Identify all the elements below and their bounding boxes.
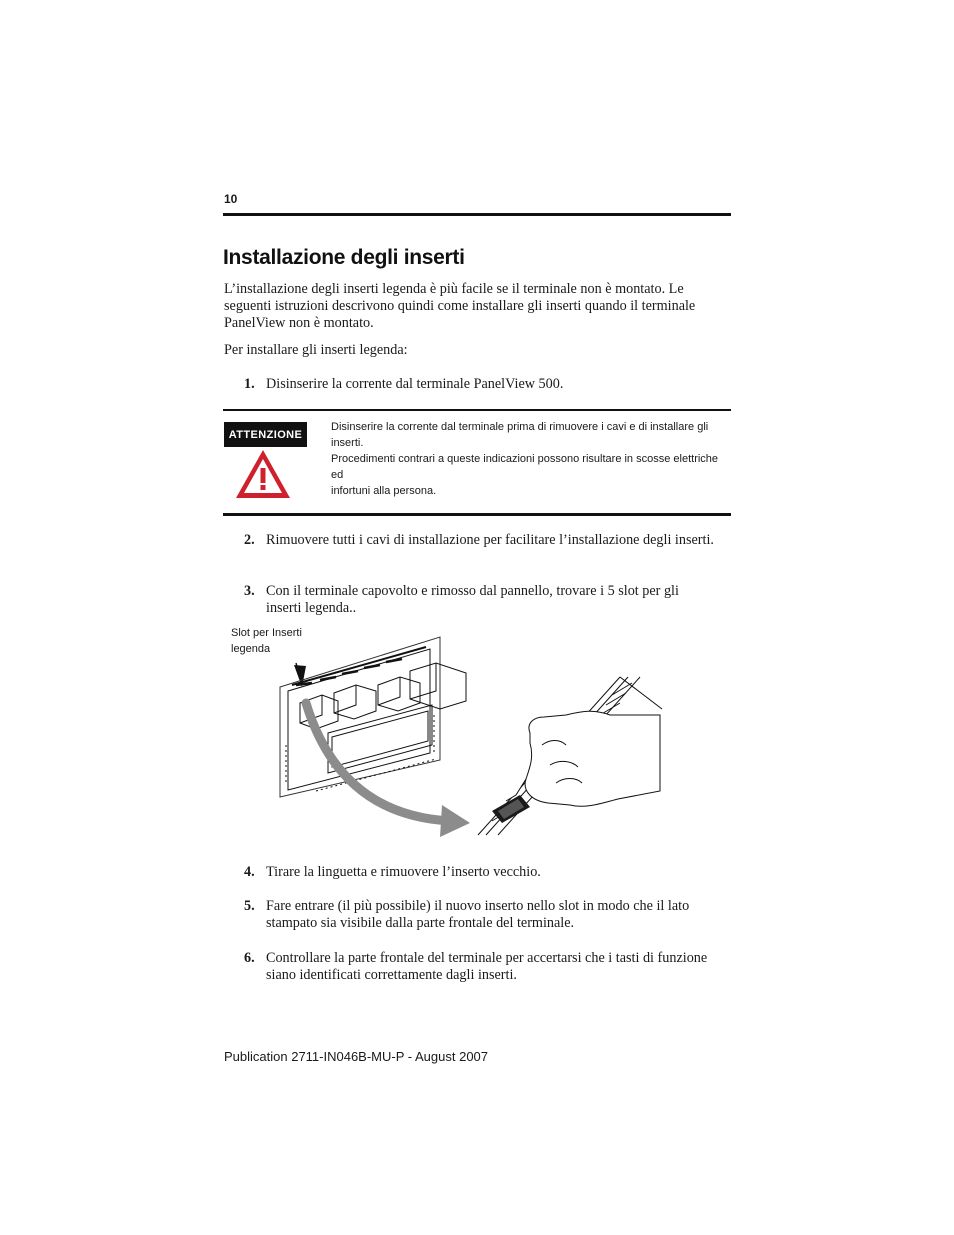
- section-title: Installazione degli inserti: [223, 246, 465, 269]
- removal-direction-arrow: [306, 703, 470, 837]
- warning-triangle-icon: [234, 448, 292, 500]
- step-text: Controllare la parte frontale del terminale per accertarsi che i tasti di funzione siano identificati correttamente dagli inserti.: [266, 950, 708, 984]
- lead-paragraph: Per installare gli inserti legenda:: [224, 342, 408, 358]
- hand-illustration: [506, 711, 660, 806]
- publication-footer: Publication 2711-IN046B-MU-P - August 2007: [224, 1049, 489, 1064]
- step-number: 1.: [244, 376, 255, 392]
- legend-insert-tab: [492, 795, 530, 823]
- step-text: Disinserire la corrente dal terminale PanelView 500.: [266, 376, 564, 392]
- step-text: Rimuovere tutti i cavi di installazione per facilitare l’installazione degli inserti.: [266, 532, 714, 548]
- warning-text: [331, 419, 731, 499]
- figure-label-line: legenda: [231, 643, 271, 655]
- step-number: 2.: [244, 532, 255, 548]
- figure-label-line: Slot per Inserti: [231, 627, 302, 639]
- warning-line: Disinserire la corrente dal terminale prima di rimuovere i cavi e di installare gli inserti.: [331, 421, 709, 449]
- header-rule: [223, 213, 731, 216]
- insert-installation-illustration: [230, 625, 670, 845]
- warning-line: Procedimenti contrari a queste indicazioni possono risultare in scosse elettriche ed: [331, 453, 719, 481]
- step-number: 3.: [244, 583, 255, 599]
- step-text: Con il terminale capovolto e rimosso dal pannello, trovare i 5 slot per gli inserti legenda..: [266, 583, 679, 617]
- warning-top-rule: [223, 409, 731, 411]
- page-number: 10: [224, 192, 238, 206]
- step-number: 6.: [244, 950, 255, 966]
- step-text: Tirare la linguetta e rimuovere l’inserto vecchio.: [266, 864, 541, 880]
- step-number: 4.: [244, 864, 255, 880]
- warning-line: infortuni alla persona.: [331, 485, 437, 497]
- step-number: 5.: [244, 898, 255, 914]
- attention-badge: ATTENZIONE: [224, 422, 307, 447]
- warning-bottom-rule: [223, 513, 731, 516]
- step-text: Fare entrare (il più possibile) il nuovo inserto nello slot in modo che il lato stampato sia visibile dalla parte frontale del terminale.: [266, 898, 690, 932]
- intro-paragraph: L’installazione degli inserti legenda è più facile se il terminale non è montato. Le seguenti istruzioni descrivono quindi come installare gli inserti quando il terminale PanelView non è montato.: [224, 281, 696, 332]
